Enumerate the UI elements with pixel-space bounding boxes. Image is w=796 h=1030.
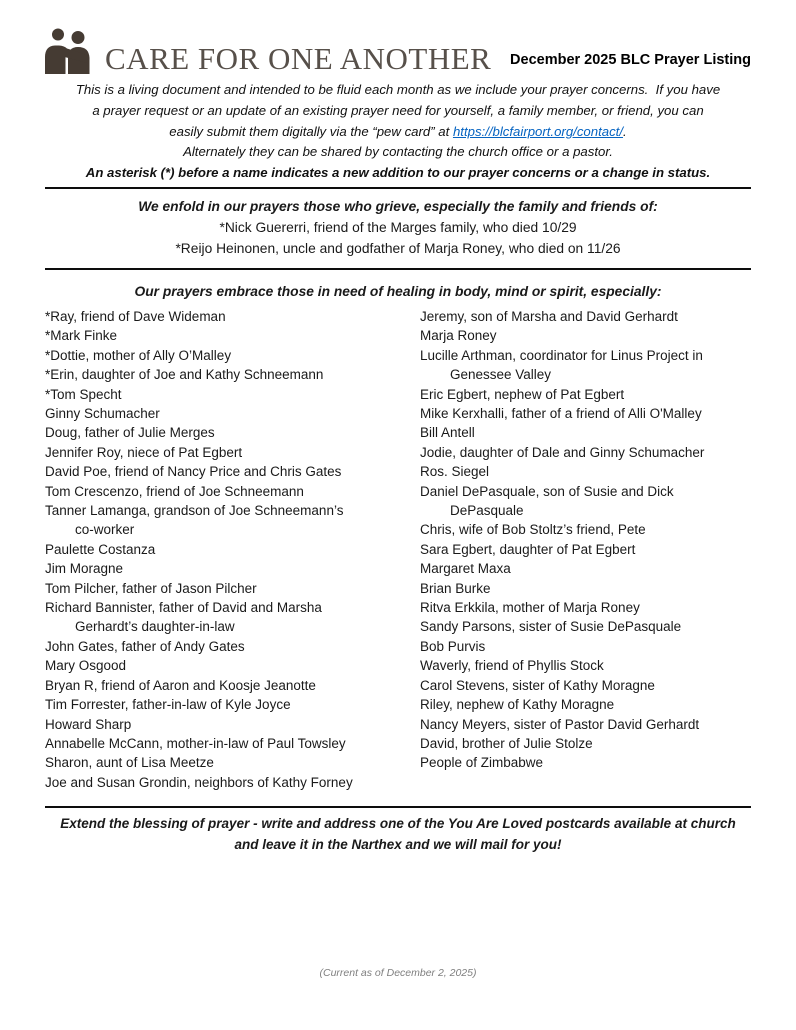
healing-right-column bbox=[420, 307, 751, 792]
intro-line: This is a living document and intended to be fluid each month as we include your prayer concerns. If you have bbox=[75, 82, 721, 97]
list-item: Sharon, aunt of Lisa Meetze bbox=[45, 755, 214, 771]
people-embrace-icon bbox=[45, 28, 97, 74]
list-item: Jodie, daughter of Dale and Ginny Schumacher bbox=[420, 444, 705, 460]
list-item: Genessee Valley bbox=[450, 367, 552, 383]
list-item: Ginny Schumacher bbox=[45, 406, 160, 422]
list-item: Mary Osgood bbox=[45, 658, 127, 674]
list-item: Gerhardt’s daughter-in-law bbox=[75, 619, 235, 635]
divider bbox=[45, 268, 751, 270]
document-title: December 2025 BLC Prayer Listing bbox=[510, 52, 751, 68]
healing-left-column bbox=[45, 307, 420, 792]
divider bbox=[45, 806, 751, 808]
intro-paragraph bbox=[45, 80, 751, 184]
list-item: Annabelle McCann, mother-in-law of Paul Towsley bbox=[45, 735, 346, 751]
closing-line: and leave it in the Narthex and we will mail for you! bbox=[234, 837, 562, 853]
intro-line: Alternately they can be shared by contacting the church office or a pastor. bbox=[183, 144, 613, 160]
list-item: Tanner Lamanga, grandson of Joe Schneemann’s bbox=[45, 503, 344, 519]
list-item: Howard Sharp bbox=[45, 716, 132, 732]
list-item: Jeremy, son of Marsha and David Gerhardt bbox=[420, 308, 678, 324]
list-item: Bill Antell bbox=[420, 425, 475, 441]
list-item: Riley, nephew of Kathy Moragne bbox=[420, 697, 615, 713]
list-item: Eric Egbert, nephew of Pat Egbert bbox=[420, 386, 625, 402]
list-item: Bob Purvis bbox=[420, 638, 486, 654]
grief-section bbox=[45, 196, 751, 259]
divider bbox=[45, 187, 751, 189]
list-item: Bryan R, friend of Aaron and Koosje Jeanotte bbox=[45, 677, 316, 693]
closing-line: Extend the blessing of prayer - write and address one of the You Are Loved postcards available at church bbox=[60, 816, 736, 832]
list-item: *Erin, daughter of Joe and Kathy Schneemann bbox=[45, 367, 324, 383]
intro-line-text: . bbox=[623, 123, 627, 139]
asterisk-note: An asterisk (*) before a name indicates a new addition to our prayer concerns or a change in status. bbox=[85, 165, 711, 181]
list-item: David, brother of Julie Stolze bbox=[420, 735, 593, 751]
list-item: Nancy Meyers, sister of Pastor David Gerhardt bbox=[420, 716, 700, 732]
list-item: *Dottie, mother of Ally O’Malley bbox=[45, 347, 232, 363]
header bbox=[45, 0, 751, 74]
list-item: Jim Moragne bbox=[45, 561, 124, 577]
list-item: Richard Bannister, father of David and Marsha bbox=[45, 600, 322, 616]
list-item: Daniel DePasquale, son of Susie and Dick bbox=[420, 483, 674, 499]
logo-title: CARE FOR ONE ANOTHER bbox=[105, 41, 492, 76]
list-item: Jennifer Roy, niece of Pat Egbert bbox=[45, 444, 243, 460]
list-item: Joe and Susan Grondin, neighbors of Kathy Forney bbox=[45, 774, 353, 790]
healing-list bbox=[45, 307, 751, 792]
list-item: Carol Stevens, sister of Kathy Moragne bbox=[420, 677, 655, 693]
list-item: Tom Crescenzo, friend of Joe Schneemann bbox=[45, 483, 304, 499]
list-item: Ritva Erkkila, mother of Marja Roney bbox=[420, 600, 640, 616]
list-item: Marja Roney bbox=[420, 328, 497, 344]
contact-link[interactable]: https://blcfairport.org/contact/ bbox=[452, 123, 624, 139]
list-item: Sara Egbert, daughter of Pat Egbert bbox=[420, 541, 636, 557]
closing-note bbox=[45, 813, 751, 855]
list-item: Waverly, friend of Phyllis Stock bbox=[420, 658, 604, 674]
list-item: *Mark Finke bbox=[45, 328, 118, 344]
list-item: Doug, father of Julie Merges bbox=[45, 425, 215, 441]
list-item: *Tom Specht bbox=[45, 386, 122, 402]
grief-entries bbox=[45, 217, 751, 259]
list-item: Chris, wife of Bob Stoltz’s friend, Pete bbox=[420, 522, 646, 538]
list-item: *Nick Guererri, friend of the Marges family, who died 10/29 bbox=[219, 219, 577, 235]
list-item: *Ray, friend of Dave Wideman bbox=[45, 308, 226, 324]
list-item: DePasquale bbox=[450, 503, 524, 519]
list-item: Ros. Siegel bbox=[420, 464, 490, 480]
current-as-of: (Current as of December 2, 2025) bbox=[319, 967, 477, 980]
healing-heading: Our prayers embrace those in need of healing in body, mind or spirit, especially: bbox=[134, 283, 662, 299]
list-item: Brian Burke bbox=[420, 580, 491, 596]
intro-line: a prayer request or an update of an existing prayer need for yourself, a family member, or friend, you can bbox=[92, 102, 704, 118]
list-item: David Poe, friend of Nancy Price and Chris Gates bbox=[45, 464, 342, 480]
list-item: Tom Pilcher, father of Jason Pilcher bbox=[45, 580, 257, 596]
list-item: John Gates, father of Andy Gates bbox=[45, 638, 245, 654]
logo bbox=[45, 28, 491, 74]
list-item: Mike Kerxhalli, father of a friend of Alli O'Malley bbox=[420, 406, 702, 422]
list-item: *Reijo Heinonen, uncle and godfather of Marja Roney, who died on 11/26 bbox=[175, 240, 621, 256]
list-item: Sandy Parsons, sister of Susie DePasquale bbox=[420, 619, 682, 635]
intro-line bbox=[45, 122, 751, 143]
intro-line-text: easily submit them digitally via the “pew card” at bbox=[169, 123, 453, 139]
list-item: Tim Forrester, father-in-law of Kyle Joyce bbox=[45, 697, 291, 713]
list-item: Lucille Arthman, coordinator for Linus Project in bbox=[420, 347, 703, 363]
list-item: Paulette Costanza bbox=[45, 541, 156, 557]
list-item: People of Zimbabwe bbox=[420, 755, 544, 771]
list-item: co-worker bbox=[75, 522, 135, 538]
list-item: Margaret Maxa bbox=[420, 561, 511, 577]
grief-heading: We enfold in our prayers those who grieve, especially the family and friends of: bbox=[138, 198, 658, 214]
